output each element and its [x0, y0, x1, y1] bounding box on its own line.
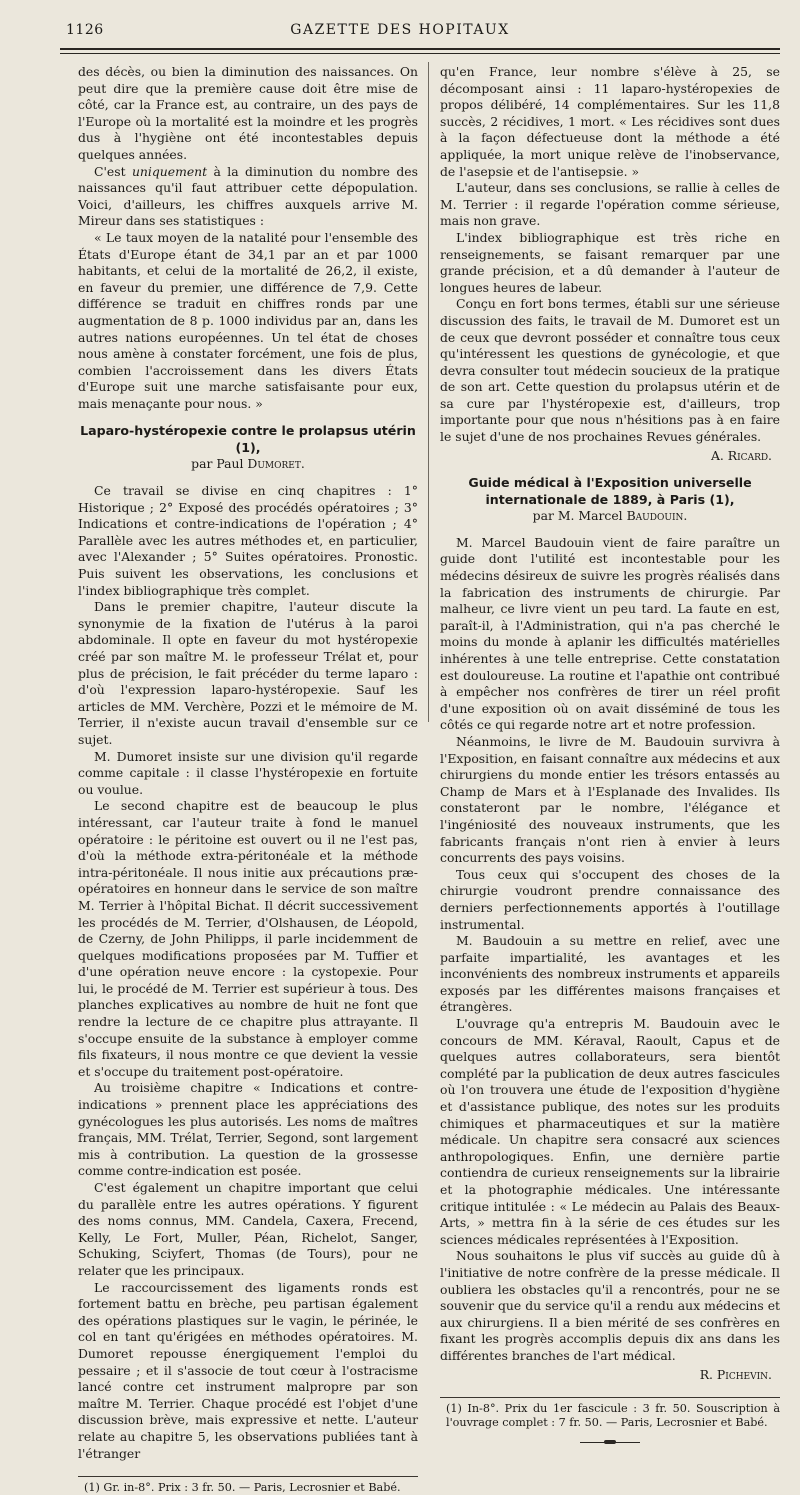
paragraph: Néanmoins, le livre de M. Baudouin survivra à l'Exposition, en faisant connaître aux médecins et aux chirurgiens du monde entier les trésors entassés au Champ de Mars et à l'Esplanade des Invalides. Ils constateront par le nombre, l'élégance et l'ingéniosité des nouveaux instruments, que les fabricants français n'ont rien à envier à leurs concurrents des pays voisins. [440, 733, 780, 866]
paragraph: Tous ceux qui s'occupent des choses de la chirurgie voudront prendre connaissance des derniers perfectionnements apportés à l'outillage instrumental. [440, 866, 780, 932]
footnote: (1) Gr. in-8°. Prix : 3 fr. 50. — Paris, Lecrosnier et Babé. [84, 1481, 401, 1495]
author-name: Dumoret [247, 456, 301, 472]
paragraph: L'ouvrage qu'a entrepris M. Baudouin avec le concours de MM. Kéraval, Raoult, Capus et de quelques autres collaborateurs, sera bientôt complété par la publication de deux autres fascicules où l'on trouvera une étude de l'exposition d'hygiène et d'assistance publique, des notes sur les produits chimiques et pharmaceutiques et sur la matière médicale. Un chapitre sera consacré aux sciences anthropologiques. Enfin, une dernière partie contiendra de curieux renseignements sur la librairie et la photographie médicales. Une intéressante critique intitulée : « Le médecin au Palais des Beaux-Arts, » mettra fin à la série de ces études sur les sciences médicales représentées à l'Exposition. [440, 1016, 780, 1247]
paragraph: L'auteur, dans ses conclusions, se rallie à celles de M. Terrier : il regarde l'opération comme sérieuse, mais non grave. [440, 180, 780, 229]
quotation: « Le taux moyen de la natalité pour l'ensemble des États d'Europe étant de 34,1 par an et par 1000 habitants, et celui de la mortalité de 26,2, il existe, en faveur du premier, une différence de 7,9. Cette différence se traduit en chiffres ronds par une augmentation de 8 p. 1000 individus par an, dans les autres nations européennes. Un tel état de choses nous amène à constater forcément, une fois de plus, combien l'accroissement dans les divers États d'Europe suit une marche satisfaisante pour eux, mais menaçante pour nous. » [78, 229, 418, 411]
byline-prefix: par M. Marcel [532, 508, 627, 524]
text-span: à la diminution du nombre des naissances qu'il faut attribuer cette dépopulation. Voici, d'ailleurs, les chiffres auxquels arrive M. Mireur dans ses statistiques : [78, 163, 418, 229]
header-rule-thin [60, 53, 780, 54]
article-byline: par M. Marcel Baudouin. [532, 508, 688, 524]
paragraph: M. Baudouin a su mettre en relief, avec une parfaite impartialité, les avantages et les inconvénients des nombreux instruments et appareils exposés par les différentes maisons françaises et étrangères. [440, 933, 780, 1015]
footnote-rule [440, 1397, 780, 1398]
paragraph: des décès, ou bien la diminution des naissances. On peut dire que la première cause doit être mise de côté, car la France est, au contraire, un des pays de l'Europe où la mortalité est la moindre et les progrès dus à l'hygiène ont été incontestables depuis quelques années. [78, 64, 418, 162]
text-span: C'est [94, 163, 132, 179]
article-byline: par Paul Dumoret. [191, 456, 305, 472]
paragraph: Le second chapitre est de beaucoup le plus intéressant, car l'auteur traite à fond le manuel opératoire : le péritoine est ouvert ou il ne l'est pas, d'où la méthode extra-péritonéale et la méthode intra-péritonéale. Il nous initie aux précautions præ-opératoires en honneur dans le service de son maître M. Terrier à l'hôpital Bichat. Il décrit successivement les procédés de M. Terrier, d'Olshausen, de Léopold, de Czerny, de John Philipps, il parle incidemment de quelques modifications proposées par M. Tuffier et d'une opération neuve encore : la cystopexie. Pour lui, le procédé de M. Terrier est supérieur à tous. Des planches explicatives au nombre de huit ne font que rendre la lecture de ce chapitre plus attrayante. Il s'occupe ensuite de la substance à employer comme fils fixateurs, il nous montre ce que devient la vessie et s'occupe du traitement post-opératoire. [78, 798, 418, 1079]
paragraph: qu'en France, leur nombre s'élève à 25, se décomposant ainsi : 11 laparo-hystéropexies de propos délibéré, 14 complémentaires. Sur les 11,8 succès, 2 récidives, 1 mort. « Les récidives sont dues à la façon défectueuse dont la méthode a été appliquée, la mort unique relève de l'inobservance, de l'asepsie et de l'antisepsie. » [440, 64, 780, 179]
end-ornament [580, 1442, 640, 1443]
paragraph: C'est également un chapitre important que celui du parallèle entre les autres opérations. Y figurent des noms connus, MM. Candela, Caxera, Frecend, Kelly, Le Fort, Muller, Péan, Richelot, Sanger, Schuking, Sciyfert, Thomas (de Tours), pour ne relater que les principaux. [78, 1180, 418, 1278]
emphasis: uniquement [131, 163, 208, 179]
byline-prefix: par Paul [191, 456, 248, 472]
paragraph: M. Marcel Baudouin vient de faire paraître un guide dont l'utilité est incontestable pour les médecins désireux de suivre les progrès réalisés dans la fabrication des instruments de chirurgie. Par malheur, ce livre vient un peu tard. La faute en est, paraît-il, à l'Administration, qui n'a pas cherché le moins du monde à aplanir les difficultés matérielles inhérentes à une telle entreprise. Cette constatation est douloureuse. La routine et l'apathie ont contribué à empêcher nos confrères de tirer un réel profit d'une exposition où on avait disséminé de tous les côtés ce qui regarde notre art et notre profession. [440, 534, 780, 733]
paragraph: Au troisième chapitre « Indications et contre-indications » prennent place les appréciations des gynécologues les plus autorisés. Les noms de maîtres français, MM. Trélat, Terrier, Segond, sont largement mis à contribution. La question de la grossesse comme contre-indication est posée. [78, 1080, 418, 1179]
paragraph: Le raccourcissement des ligaments ronds est fortement battu en brèche, peu partisan également des opérations plastiques sur le vagin, le périnée, le col en tant qu'érigées en méthodes opératoires. M. Dumoret repousse énergiquement l'emploi du pessaire ; et il s'associe de tout cœur à l'ostracisme lancé contre cet instrument malpropre par son maître M. Terrier. Chaque procédé est l'objet d'une discussion brève, mais expressive et nette. L'auteur relate au chapitre 5, les observations publiées tant à l'étranger [78, 1279, 418, 1461]
paragraph: L'index bibliographique est très riche en renseignements, se faisant remarquer par une grande précision, et a dû demander à l'auteur de longues heures de labeur. [440, 229, 780, 295]
column-divider [428, 62, 429, 722]
footnote: (1) In-8°. Prix du 1er fascicule : 3 fr. 50. Souscription à l'ouvrage complet : 7 fr. 50. — Paris, Lecrosnier et Babé. [446, 1402, 780, 1430]
header-rule [60, 48, 780, 50]
footnote-rule [78, 1476, 418, 1477]
signature: A. Ricard. [710, 447, 772, 463]
paragraph: Conçu en fort bons termes, établi sur une sérieuse discussion des faits, le travail de M. Dumoret est un de ceux que devront posséder et connaître tous ceux qu'intéressent les questions de gynécologie, et que devra consulter tout médecin soucieux de la pratique de son art. Cette question du prolapsus utérin et de sa cure par l'hystéropexie est, d'ailleurs, trop importante pour que nous n'hésitions pas à en faire le sujet d'une de nos prochaines Revues générales. [440, 296, 780, 445]
signature: R. Pichevin. [699, 1366, 772, 1382]
paragraph: Nous souhaitons le plus vif succès au guide dû à l'initiative de notre confrère de la presse médicale. Il oubliera les obstacles qu'il a rencontrés, pour ne se souvenir que du service qu'il a rendu aux médecins et aux chirurgiens. Il a bien mérité de ses confrères en fixant les progrès accomplis depuis dix ans dans les différentes branches de l'art médical. [440, 1248, 780, 1363]
page-header [0, 0, 800, 56]
article-title: Guide médical à l'Exposition universelle internationale de 1889, à Paris (1), [468, 475, 752, 508]
right-column [440, 64, 780, 1443]
paragraph [78, 164, 418, 230]
running-title: GAZETTE DES HOPITAUX [290, 22, 510, 38]
paragraph: M. Dumoret insiste sur une division qu'il regarde comme capitale : il classe l'hystéropexie en fortuite ou voulue. [78, 748, 418, 797]
paragraph: Ce travail se divise en cinq chapitres : 1° Historique ; 2° Exposé des procédés opératoires ; 3° Indications et contre-indications de l'opération ; 4° Parallèle avec les autres méthodes et, en particulier, avec l'Alexander ; 5° Suites opératoires. Pronostic. Puis suivent les observations, les conclusions et l'index bibliographique très complet. [78, 483, 418, 598]
page-number: 1126 [66, 22, 104, 38]
author-name: Baudouin [626, 508, 684, 524]
left-column [78, 64, 418, 1495]
paragraph: Dans le premier chapitre, l'auteur discute la synonymie de la fixation de l'utérus à la paroi abdominale. Il opte en faveur du mot hystéropexie créé par son maître M. le professeur Trélat et, pour plus de précision, le fait précéder du terme laparo : d'où l'expression laparo-hystéropexie. Sauf les articles de MM. Verchère, Pozzi et le mémoire de M. Terrier, il n'existe aucun travail d'ensemble sur ce sujet. [78, 599, 418, 747]
article-title: Laparo-hystéropexie contre le prolapsus utérin (1), [80, 423, 416, 456]
